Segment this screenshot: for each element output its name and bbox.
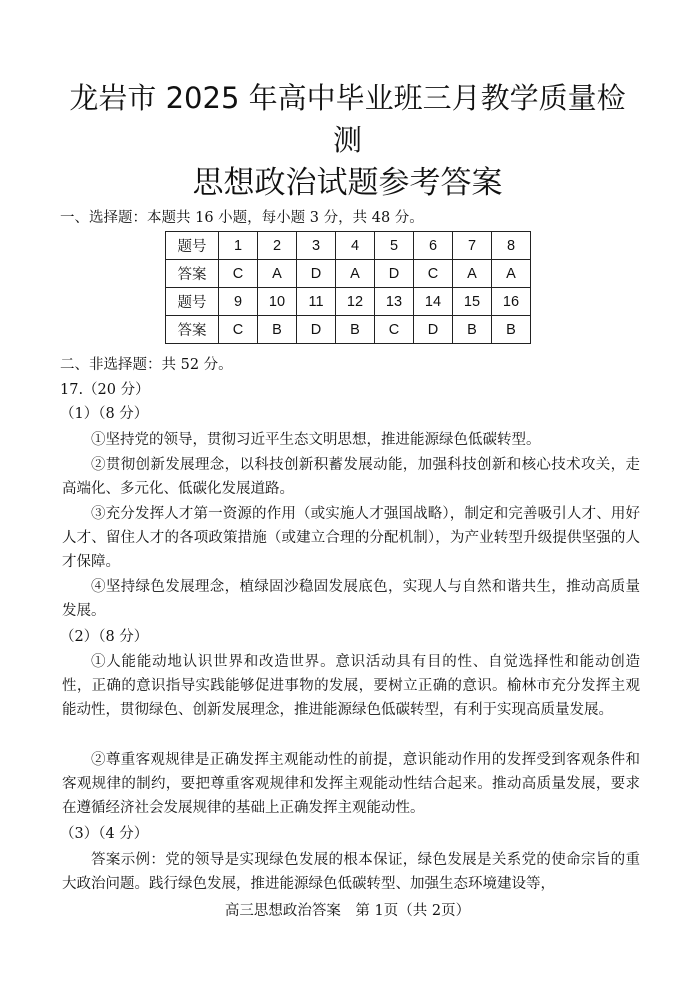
row-label: 题号: [166, 288, 219, 316]
table-cell: C: [219, 260, 258, 288]
part2-point2: ②尊重客观规律是正确发挥主观能动性的前提，意识能动作用的发挥受到客观条件和客观规律的制约，要把尊重客观规律和发挥主观能动性结合起来。推动高质量发展，要求在遵循经济社会发展规律的基础上正确发挥主观能动性。: [62, 752, 640, 816]
section1-heading: 一、选择题：本题共 16 小题，每小题 3 分，共 48 分。: [60, 210, 424, 226]
table-cell: A: [336, 260, 375, 288]
table-cell: D: [297, 260, 336, 288]
section2-heading: 二、非选择题：共 52 分。: [60, 357, 233, 373]
table-cell: 7: [453, 232, 492, 260]
table-cell: B: [258, 316, 297, 344]
table-cell: 8: [492, 232, 531, 260]
table-cell: A: [453, 260, 492, 288]
table-cell: 12: [336, 288, 375, 316]
table-cell: C: [219, 316, 258, 344]
doc-subtitle: 思想政治试题参考答案: [192, 165, 503, 201]
part1-heading: （1）（8 分）: [60, 406, 149, 422]
table-cell: C: [414, 260, 453, 288]
part1-point3: ③充分发挥人才第一资源的作用（或实施人才强国战略），制定和完善吸引人才、用好人才、留住人才的各项政策措施（或建立合理的分配机制），为产业转型升级提供坚强的人才保障。: [62, 506, 640, 570]
table-cell: 1: [219, 232, 258, 260]
answer-table: [165, 231, 531, 344]
table-cell: B: [336, 316, 375, 344]
row-label: 答案: [166, 316, 219, 344]
table-row: [166, 232, 531, 260]
table-cell: 14: [414, 288, 453, 316]
part3-sample-answer: 答案示例：党的领导是实现绿色发展的根本保证，绿色发展是关系党的使命宗旨的重大政治问题。践行绿色发展，推进能源绿色低碳转型、加强生态环境建设等，: [62, 852, 640, 892]
page-footer: 高三思想政治答案 第 1页（共 2页）: [224, 903, 471, 919]
table-cell: B: [492, 316, 531, 344]
row-label: 题号: [166, 232, 219, 260]
table-cell: 16: [492, 288, 531, 316]
table-cell: 4: [336, 232, 375, 260]
table-cell: 13: [375, 288, 414, 316]
table-cell: 6: [414, 232, 453, 260]
table-cell: D: [414, 316, 453, 344]
table-cell: 3: [297, 232, 336, 260]
table-row: [166, 260, 531, 288]
table-cell: 15: [453, 288, 492, 316]
table-row: [166, 288, 531, 316]
table-cell: D: [297, 316, 336, 344]
table-cell: 11: [297, 288, 336, 316]
row-label: 答案: [166, 260, 219, 288]
doc-title-line1: 龙岩市 2025 年高中毕业班三月教学质量检: [69, 81, 626, 115]
table-cell: C: [375, 316, 414, 344]
table-cell: 5: [375, 232, 414, 260]
part3-heading: （3）（4 分）: [60, 826, 149, 842]
table-row: [166, 316, 531, 344]
table-cell: A: [258, 260, 297, 288]
table-cell: D: [375, 260, 414, 288]
part1-point2: ②贯彻创新发展理念，以科技创新积蓄发展动能，加强科技创新和核心技术攻关，走高端化、多元化、低碳化发展道路。: [62, 457, 640, 497]
part1-point4: ④坚持绿色发展理念，植绿固沙稳固发展底色，实现人与自然和谐共生，推动高质量发展。: [62, 579, 640, 619]
question-17-heading: 17.（20 分）: [60, 382, 150, 398]
table-cell: A: [492, 260, 531, 288]
table-cell: 10: [258, 288, 297, 316]
table-cell: 2: [258, 232, 297, 260]
doc-title-line2: 测: [332, 123, 362, 157]
part1-point1: ①坚持党的领导，贯彻习近平生态文明思想，推进能源绿色低碳转型。: [91, 432, 541, 448]
part2-heading: （2）（8 分）: [60, 629, 149, 645]
part2-point1: ①人能能动地认识世界和改造世界。意识活动具有目的性、自觉选择性和能动创造性，正确的意识指导实践能够促进事物的发展，要树立正确的意识。榆林市充分发挥主观能动性，贯彻绿色、创新发展理念，推进能源绿色低碳转型，有利于实现高质量发展。: [62, 654, 640, 718]
table-cell: 9: [219, 288, 258, 316]
table-cell: B: [453, 316, 492, 344]
